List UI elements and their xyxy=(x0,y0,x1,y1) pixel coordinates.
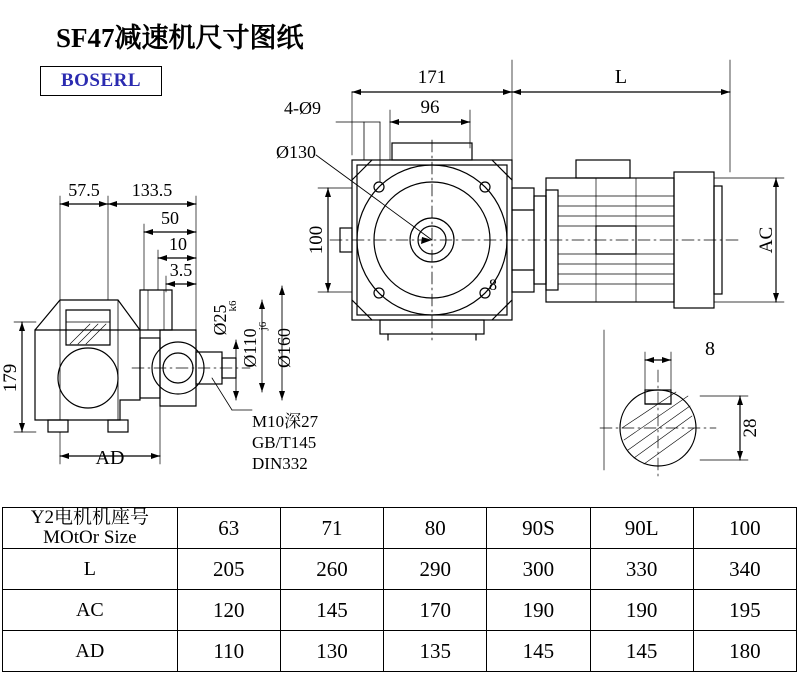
dim-8: 8 xyxy=(705,338,715,360)
table-cell: 340 xyxy=(693,549,796,590)
table-cell: 135 xyxy=(384,631,487,672)
table-cell: 110 xyxy=(177,631,280,672)
table-header-cell: 90L xyxy=(590,508,693,549)
table-row-header xyxy=(3,508,797,549)
dim-3-5: 3.5 xyxy=(169,260,193,280)
table-row-label: AD xyxy=(3,631,178,672)
table-cell: 130 xyxy=(280,631,383,672)
table-header-label-en: MOtOr Size xyxy=(43,527,137,548)
dim-50: 50 xyxy=(161,208,179,228)
dim-d25-tol: k6 xyxy=(227,300,239,312)
table-header-cell: 90S xyxy=(487,508,590,549)
table-header-cell: 80 xyxy=(384,508,487,549)
table-header-label xyxy=(3,508,178,549)
spec-table xyxy=(2,507,797,672)
brand-logo-text: BOSERL xyxy=(60,70,142,91)
dim-small-8: 8 xyxy=(489,277,497,294)
table-cell: 195 xyxy=(693,590,796,631)
dim-d110: Ø110 xyxy=(240,328,260,368)
table-header-label-cn: Y2电机机座号 xyxy=(30,507,149,529)
note-gb: GB/T145 xyxy=(252,433,317,452)
table-cell: 330 xyxy=(590,549,693,590)
dim-d25: Ø25 xyxy=(210,304,230,336)
dim-d130: Ø130 xyxy=(276,142,316,162)
note-din: DIN332 xyxy=(252,454,308,473)
table-cell: 300 xyxy=(487,549,590,590)
table-cell: 190 xyxy=(590,590,693,631)
dim-179: 179 xyxy=(0,363,21,393)
table-cell: 205 xyxy=(177,549,280,590)
dim-d110-tol: j6 xyxy=(257,321,269,331)
table-cell: 260 xyxy=(280,549,383,590)
table-cell: 120 xyxy=(177,590,280,631)
dim-AD: AD xyxy=(95,447,125,469)
table-cell: 290 xyxy=(384,549,487,590)
dim-L: L xyxy=(614,66,628,88)
table-cell: 145 xyxy=(590,631,693,672)
table-header-cell: 63 xyxy=(177,508,280,549)
dim-4xd9: 4-Ø9 xyxy=(284,98,321,118)
dim-133-5: 133.5 xyxy=(131,180,173,200)
table-cell: 170 xyxy=(384,590,487,631)
table-header-cell: 71 xyxy=(280,508,383,549)
dim-57-5: 57.5 xyxy=(68,180,100,200)
page-title: SF47减速机尺寸图纸 xyxy=(56,23,304,53)
note-m10: M10深27 xyxy=(252,412,319,431)
table-row-label: L xyxy=(3,549,178,590)
table-row-label: AC xyxy=(3,590,178,631)
dim-171: 171 xyxy=(417,67,447,88)
table-cell: 190 xyxy=(487,590,590,631)
dim-AC: AC xyxy=(756,226,777,254)
table-cell: 180 xyxy=(693,631,796,672)
dim-28: 28 xyxy=(740,418,761,438)
table-row xyxy=(3,549,797,590)
table-cell: 145 xyxy=(280,590,383,631)
dim-96: 96 xyxy=(420,97,440,118)
table-header-cell: 100 xyxy=(693,508,796,549)
table-row xyxy=(3,590,797,631)
dim-d160: Ø160 xyxy=(274,328,294,368)
table-row xyxy=(3,631,797,672)
dim-10: 10 xyxy=(169,234,187,254)
dim-100: 100 xyxy=(306,225,327,255)
table-cell: 145 xyxy=(487,631,590,672)
